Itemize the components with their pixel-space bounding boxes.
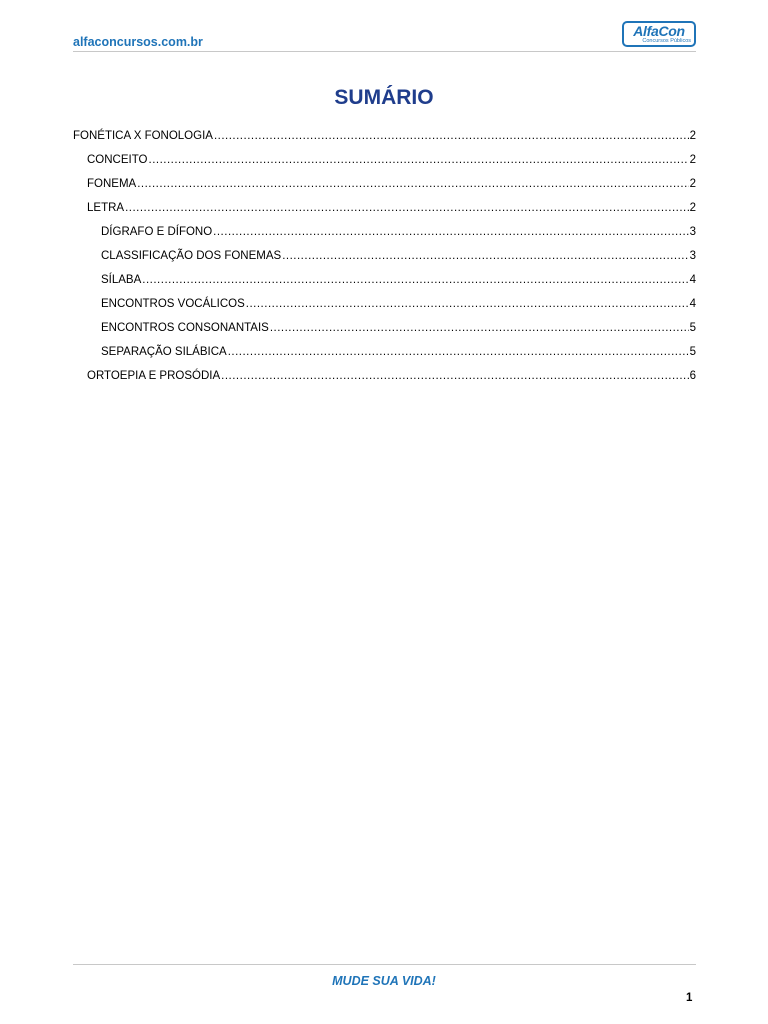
toc-entry[interactable] <box>73 366 696 390</box>
header-divider <box>73 51 696 52</box>
toc-entry-page: 2 <box>689 178 696 190</box>
toc-entry[interactable] <box>73 174 696 198</box>
toc-dot-leader <box>270 318 689 338</box>
toc-entry-page: 4 <box>689 298 696 310</box>
toc-entry-page: 5 <box>689 346 696 358</box>
logo-subtitle: Concursos Públicos <box>642 38 691 44</box>
toc-dot-leader <box>221 366 688 386</box>
alfacon-logo <box>622 21 696 47</box>
table-of-contents <box>73 126 696 390</box>
toc-entry-label: CLASSIFICAÇÃO DOS FONEMAS <box>101 250 282 262</box>
toc-entry-label: LETRA <box>87 202 125 214</box>
toc-entry-label: FONÉTICA X FONOLOGIA <box>73 130 213 142</box>
toc-dot-leader <box>228 342 689 362</box>
toc-entry-page: 3 <box>689 226 696 238</box>
logo-wordmark: AlfaCon <box>633 23 685 39</box>
toc-entry[interactable] <box>73 342 696 366</box>
footer-slogan: MUDE SUA VIDA! <box>332 974 436 988</box>
toc-entry-label: CONCEITO <box>87 154 148 166</box>
toc-entry-label: SÍLABA <box>101 274 142 286</box>
toc-entry[interactable] <box>73 246 696 270</box>
toc-entry[interactable] <box>73 198 696 222</box>
header-site-link[interactable]: alfaconcursos.com.br <box>73 35 203 49</box>
toc-dot-leader <box>149 150 689 170</box>
toc-entry-label: SEPARAÇÃO SILÁBICA <box>101 346 227 358</box>
toc-dot-leader <box>137 174 688 194</box>
page-title: SUMÁRIO <box>334 86 434 109</box>
toc-dot-leader <box>142 270 688 290</box>
toc-entry-page: 3 <box>689 250 696 262</box>
toc-entry[interactable] <box>73 222 696 246</box>
toc-entry[interactable] <box>73 270 696 294</box>
toc-dot-leader <box>214 126 689 146</box>
toc-entry-page: 2 <box>689 202 696 214</box>
toc-entry-label: FONEMA <box>87 178 137 190</box>
toc-entry-page: 2 <box>689 154 696 166</box>
toc-entry-label: ORTOEPIA E PROSÓDIA <box>87 370 221 382</box>
toc-entry-label: ENCONTROS VOCÁLICOS <box>101 298 245 310</box>
toc-entry[interactable] <box>73 126 696 150</box>
toc-dot-leader <box>246 294 689 314</box>
toc-entry-label: ENCONTROS CONSONANTAIS <box>101 322 269 334</box>
toc-entry-page: 2 <box>689 130 696 142</box>
toc-entry-page: 6 <box>689 370 696 382</box>
toc-dot-leader <box>125 198 689 218</box>
page-number: 1 <box>686 992 693 1004</box>
toc-entry-page: 5 <box>689 322 696 334</box>
toc-dot-leader <box>282 246 688 266</box>
toc-entry[interactable] <box>73 150 696 174</box>
toc-entry-page: 4 <box>689 274 696 286</box>
toc-entry[interactable] <box>73 318 696 342</box>
toc-entry-label: DÍGRAFO E DÍFONO <box>101 226 213 238</box>
toc-dot-leader <box>213 222 688 242</box>
footer-divider <box>73 964 696 965</box>
toc-entry[interactable] <box>73 294 696 318</box>
